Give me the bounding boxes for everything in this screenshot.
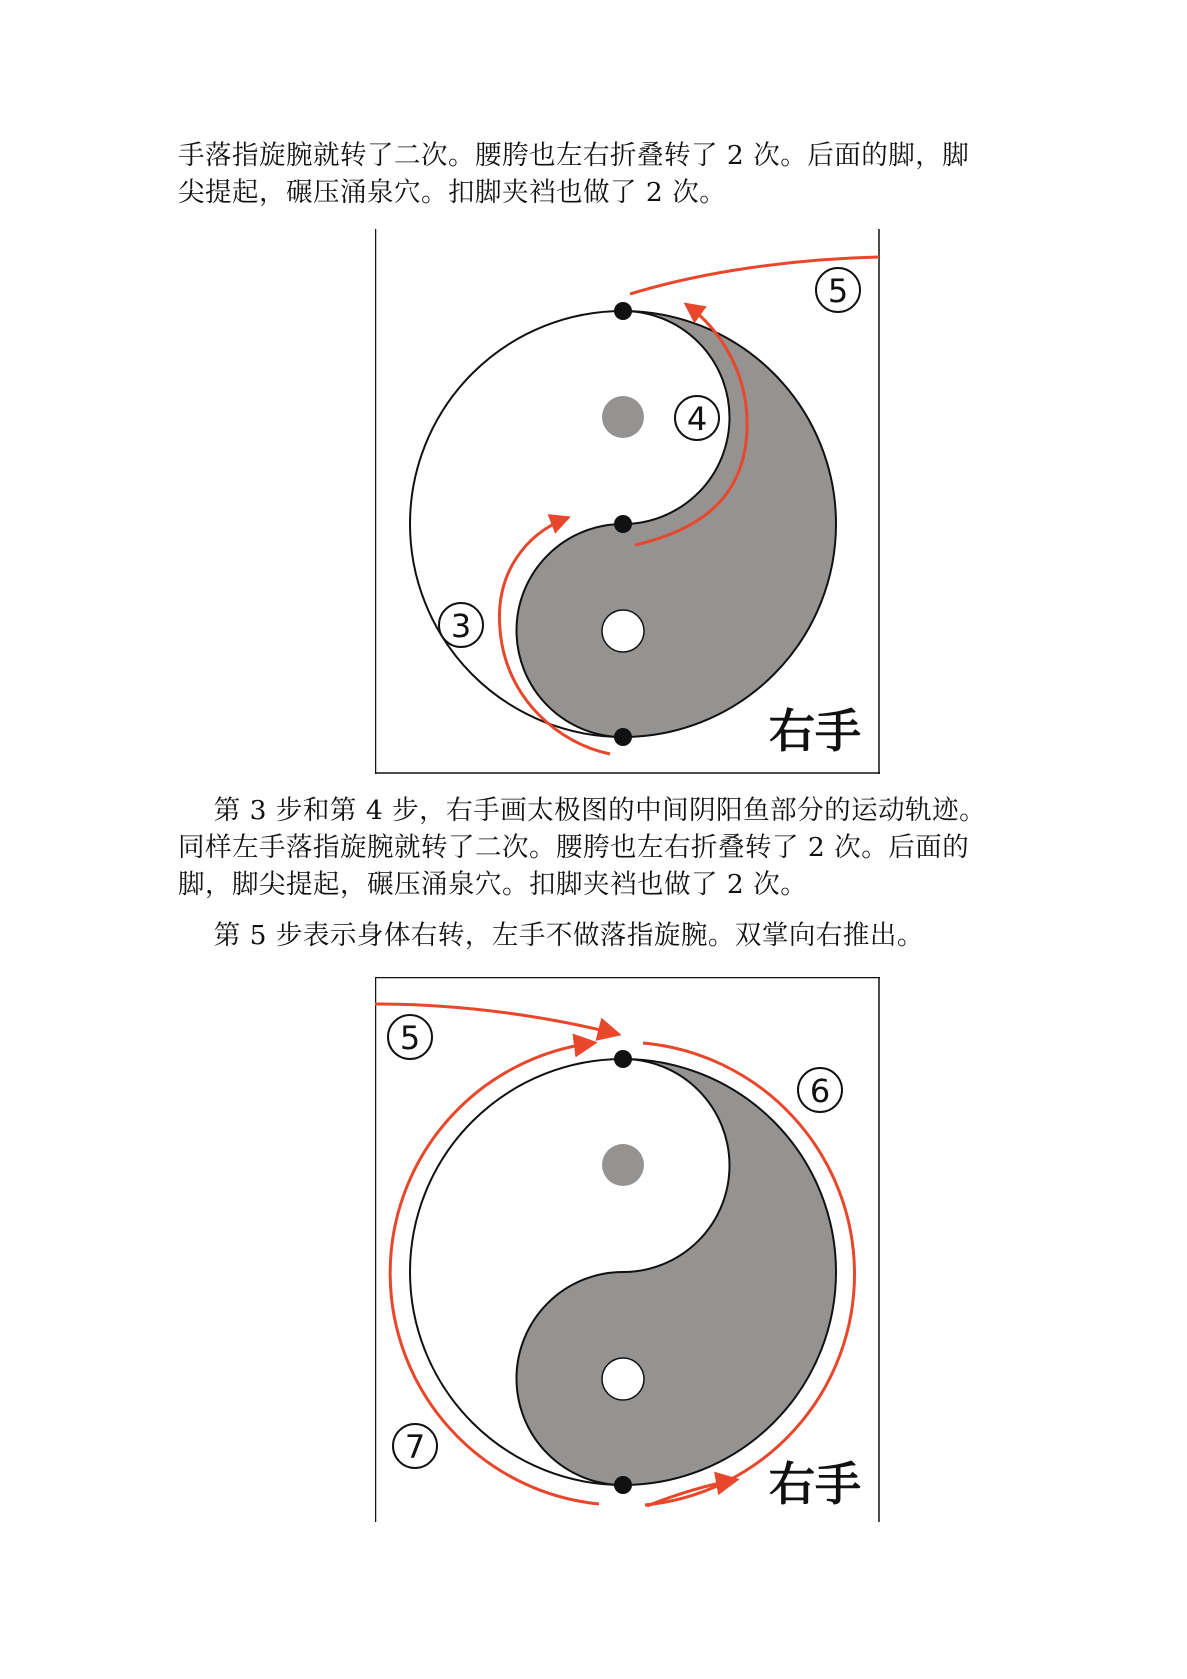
- svg-text:5: 5: [827, 272, 849, 310]
- taiji-figure-right-hand-steps-5-6-7: [375, 977, 880, 1522]
- paragraph-2-line-3: 脚，脚尖提起，碾压涌泉穴。扣脚夹裆也做了 2 次。: [178, 869, 808, 900]
- svg-text:7: 7: [404, 1428, 426, 1466]
- svg-text:4: 4: [686, 400, 708, 438]
- paragraph-2-line-1: 第 3 步和第 4 步，右手画太极图的中间阴阳鱼部分的运动轨迹。: [178, 795, 987, 826]
- right-hand-label: 右手: [769, 1457, 861, 1511]
- right-hand-label: 右手: [769, 704, 861, 758]
- paragraph-2-line-2: 同样左手落指旋腕就转了二次。腰胯也左右折叠转了 2 次。后面的: [178, 832, 970, 863]
- svg-text:3: 3: [450, 607, 472, 645]
- paragraph-1-line-2: 尖提起，碾压涌泉穴。扣脚夹裆也做了 2 次。: [178, 177, 727, 208]
- taiji-diagram-icon: [375, 229, 880, 774]
- svg-text:6: 6: [809, 1072, 831, 1110]
- paragraph-3-line-1: 第 5 步表示身体右转，左手不做落指旋腕。双掌向右推出。: [178, 920, 924, 951]
- taiji-diagram-icon: [375, 977, 880, 1522]
- svg-text:5: 5: [399, 1019, 421, 1057]
- paragraph-1-line-1: 手落指旋腕就转了二次。腰胯也左右折叠转了 2 次。后面的脚，脚: [178, 140, 970, 171]
- taiji-figure-right-hand-steps-3-4-5: [375, 229, 880, 774]
